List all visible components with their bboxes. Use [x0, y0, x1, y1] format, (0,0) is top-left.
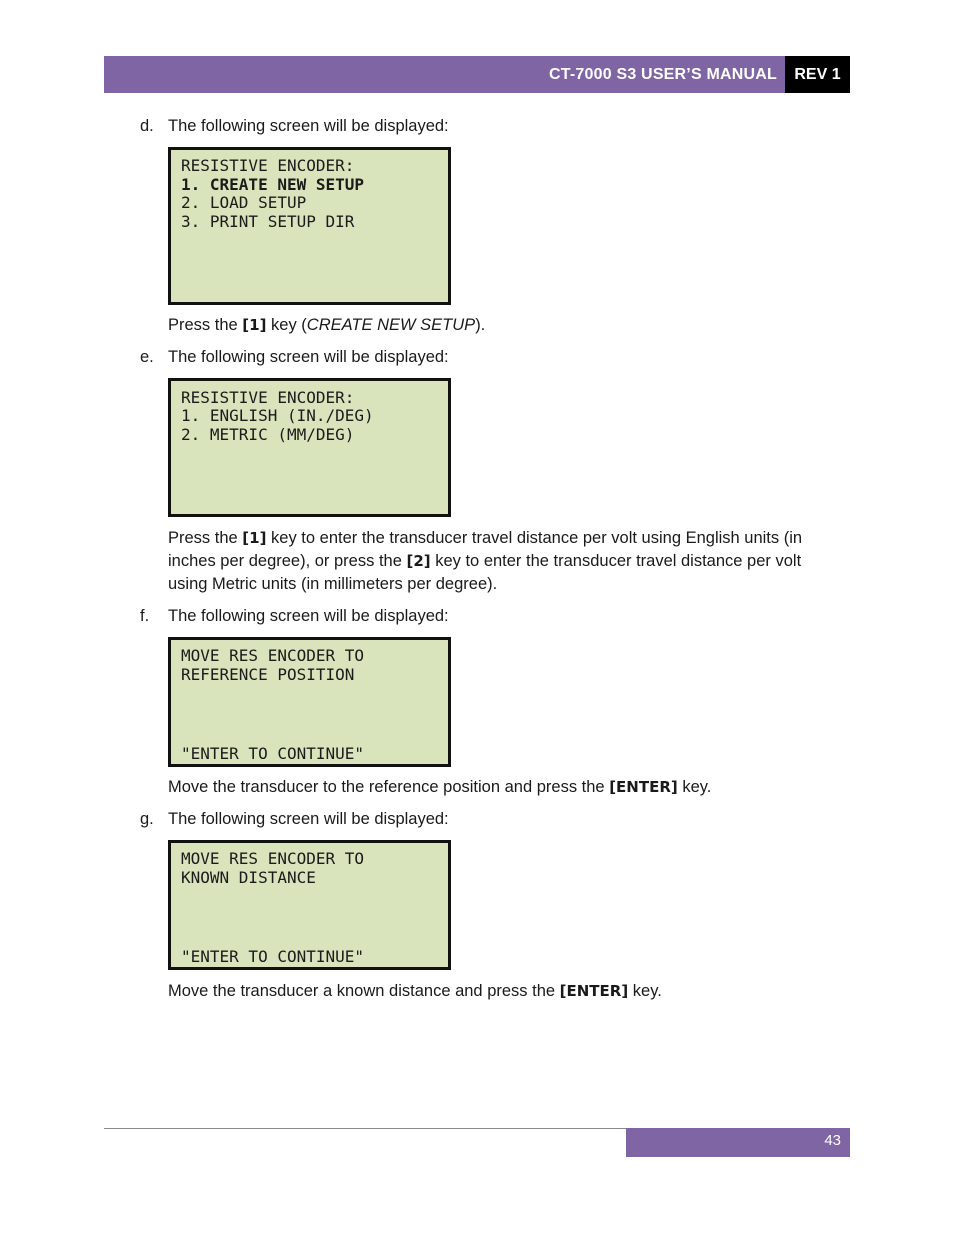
lcd-line-prompt: "ENTER TO CONTINUE": [181, 744, 365, 763]
step-letter: f.: [140, 607, 150, 625]
menu-option-name: CREATE NEW SETUP: [306, 316, 476, 334]
header-bar: [104, 56, 785, 93]
key-label: [ENTER]: [609, 778, 678, 796]
lcd-line: KNOWN DISTANCE: [181, 868, 316, 887]
note-text: Press the: [168, 316, 243, 334]
lcd-line: 2. METRIC (MM/DEG): [181, 425, 355, 444]
note-text: key to enter the transducer travel distance per volt using Metric units (in millimeters per degree).: [168, 552, 802, 593]
key-label: [1]: [242, 529, 267, 547]
lcd-screen-d: [168, 147, 451, 305]
lcd-line: MOVE RES ENCODER TO: [181, 646, 365, 665]
lcd-line: MOVE RES ENCODER TO: [181, 849, 365, 868]
step-text: The following screen will be displayed:: [168, 117, 449, 135]
step-letter: d.: [140, 117, 154, 135]
note-text: Move the transducer a known distance and press the: [168, 982, 560, 1000]
lcd-line: RESISTIVE ENCODER:: [181, 388, 355, 407]
instruction-g: [168, 980, 838, 1003]
lcd-line: RESISTIVE ENCODER:: [181, 156, 355, 175]
instruction-d: [168, 314, 838, 337]
revision-badge: REV 1: [785, 56, 850, 93]
lcd-screen-e: [168, 378, 451, 517]
lcd-screen-g: [168, 840, 451, 970]
note-text: key (: [266, 316, 307, 334]
lcd-screen-f: [168, 637, 451, 767]
note-text: key.: [628, 982, 662, 1000]
key-label: [1]: [242, 316, 267, 334]
instruction-e: [168, 527, 838, 596]
key-label: [2]: [406, 552, 431, 570]
step-text: The following screen will be displayed:: [168, 810, 449, 828]
key-label: [ENTER]: [559, 982, 629, 1000]
footer-divider: [104, 1128, 626, 1129]
manual-title: CT-7000 S3 USER’S MANUAL: [549, 66, 777, 83]
lcd-line: 1. ENGLISH (IN./DEG): [181, 406, 374, 425]
note-text: Move the transducer to the reference position and press the: [168, 778, 610, 796]
lcd-line: 3. PRINT SETUP DIR: [181, 212, 355, 231]
note-text: key to enter the transducer travel distance per volt using English units (in inches per degree), or press the: [168, 529, 803, 570]
note-text: key.: [677, 778, 712, 796]
step-text: The following screen will be displayed:: [168, 348, 449, 366]
instruction-f: [168, 776, 838, 799]
note-text: Press the: [168, 529, 243, 547]
page-number: 43: [824, 1132, 841, 1149]
lcd-line: REFERENCE POSITION: [181, 665, 355, 684]
step-letter: e.: [140, 348, 154, 366]
lcd-line-prompt: "ENTER TO CONTINUE": [181, 947, 365, 966]
lcd-line-selected: 1. CREATE NEW SETUP: [181, 175, 365, 194]
step-text: The following screen will be displayed:: [168, 607, 449, 625]
step-letter: g.: [140, 810, 154, 828]
note-text: ).: [475, 316, 486, 334]
lcd-line: 2. LOAD SETUP: [181, 193, 307, 212]
footer-bar: [626, 1128, 850, 1157]
